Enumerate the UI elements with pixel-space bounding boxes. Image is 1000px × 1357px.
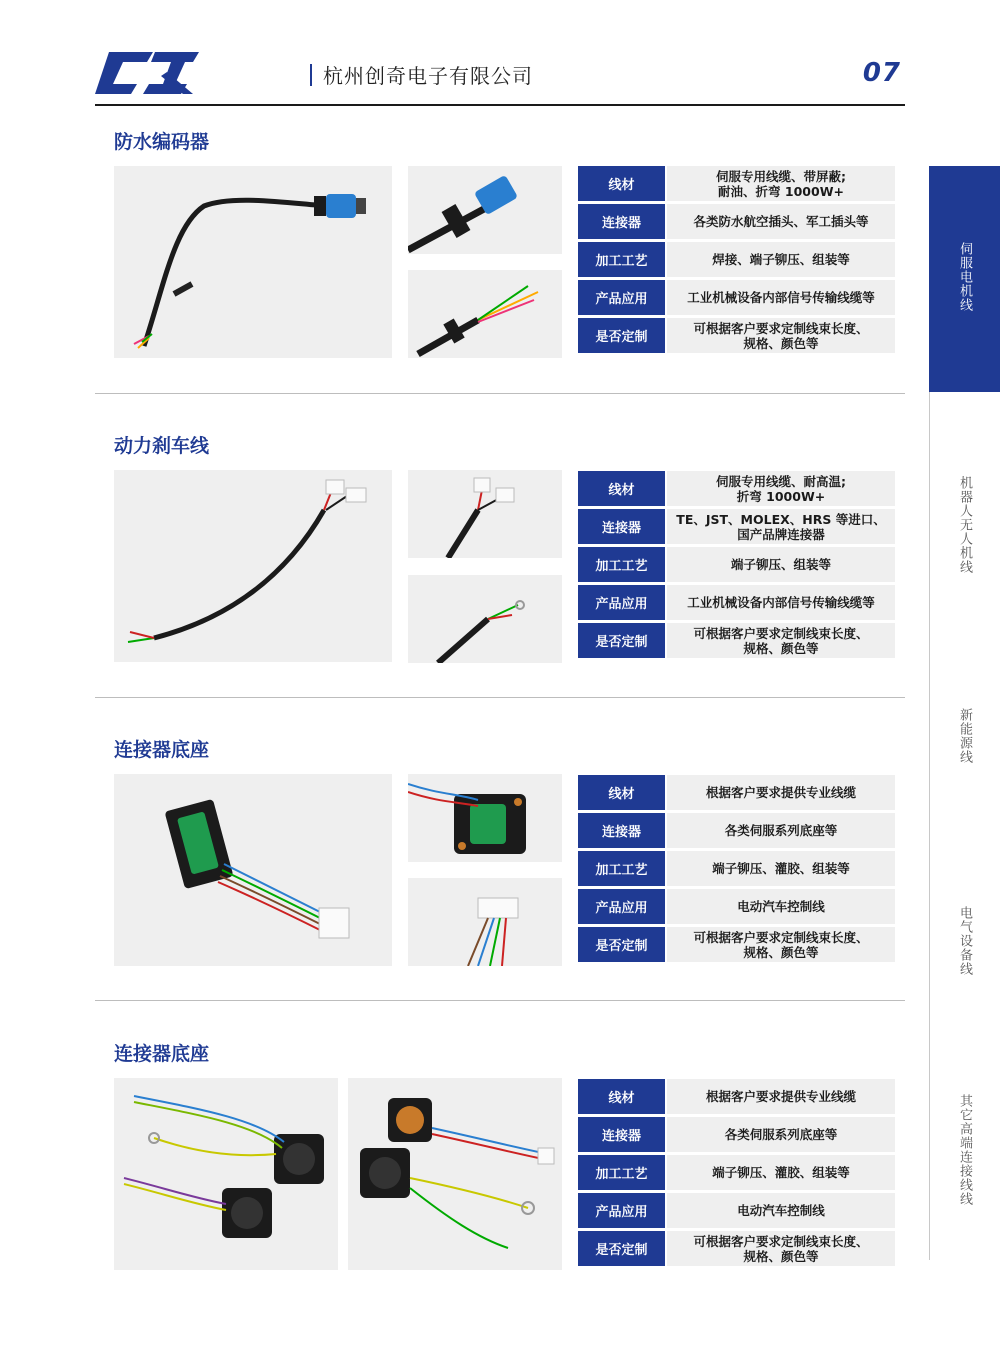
spec-value: 端子铆压、灌胶、组装等	[667, 1155, 895, 1190]
spec-key: 产品应用	[578, 889, 665, 924]
spec-value: 根据客户要求提供专业线缆	[667, 775, 895, 810]
product-photo-socket2-detail	[348, 1078, 562, 1270]
spec-key: 是否定制	[578, 927, 665, 962]
spec-value: 工业机械设备内部信号传输线缆等	[667, 585, 895, 620]
sidenav-item-other-high-end-cable[interactable]	[929, 1094, 1000, 1234]
sidenav-item-label: 电气设备线	[957, 906, 972, 976]
spec-key: 加工工艺	[578, 851, 665, 886]
section-title-3: 连接器底座	[114, 739, 210, 761]
spec-key: 连接器	[578, 509, 665, 544]
spec-row	[578, 813, 895, 848]
company-name: 杭州创奇电子有限公司	[323, 64, 533, 88]
section-separator	[95, 697, 905, 698]
spec-row	[578, 547, 895, 582]
spec-row	[578, 851, 895, 886]
spec-row	[578, 889, 895, 924]
spec-key: 是否定制	[578, 1231, 665, 1266]
product-photo-brake-detail-2	[408, 575, 562, 663]
spec-value: 工业机械设备内部信号传输线缆等	[667, 280, 895, 315]
spec-value: 可根据客户要求定制线束长度、 规格、颜色等	[667, 927, 895, 962]
spec-value: 可根据客户要求定制线束长度、 规格、颜色等	[667, 318, 895, 353]
spec-key: 线材	[578, 471, 665, 506]
spec-key: 连接器	[578, 204, 665, 239]
spec-value: 焊接、端子铆压、组装等	[667, 242, 895, 277]
spec-key: 是否定制	[578, 318, 665, 353]
company-logo-icon	[95, 46, 205, 100]
spec-row	[578, 318, 895, 353]
spec-row	[578, 280, 895, 315]
spec-table-1	[578, 166, 895, 356]
spec-value: 可根据客户要求定制线束长度、 规格、颜色等	[667, 623, 895, 658]
sidenav-item-label: 新能源线	[957, 708, 972, 764]
product-photo-brake-main	[114, 470, 392, 662]
category-sidenav	[929, 166, 1000, 1260]
spec-key: 产品应用	[578, 1193, 665, 1228]
spec-key: 是否定制	[578, 623, 665, 658]
section-separator	[95, 1000, 905, 1001]
spec-row	[578, 1117, 895, 1152]
page-number: 07	[862, 58, 901, 88]
spec-table-2	[578, 471, 895, 661]
product-photo-socket-detail-2	[408, 878, 562, 966]
spec-row	[578, 471, 895, 506]
page-header	[95, 40, 905, 106]
spec-value: 伺服专用线缆、带屏蔽; 耐油、折弯 1000W+	[667, 166, 895, 201]
sidenav-item-label: 机器人无人机线	[957, 476, 972, 574]
product-photo-socket2-main	[114, 1078, 338, 1270]
sidenav-item-new-energy-cable[interactable]	[929, 708, 1000, 788]
spec-key: 线材	[578, 775, 665, 810]
section-title-4: 连接器底座	[114, 1043, 210, 1065]
spec-key: 加工工艺	[578, 547, 665, 582]
spec-value: 根据客户要求提供专业线缆	[667, 1079, 895, 1114]
spec-row	[578, 1155, 895, 1190]
product-photo-brake-detail-1	[408, 470, 562, 558]
spec-row	[578, 1193, 895, 1228]
spec-row	[578, 1079, 895, 1114]
spec-row	[578, 509, 895, 544]
spec-value: 电动汽车控制线	[667, 1193, 895, 1228]
spec-value: 伺服专用线缆、耐高温; 折弯 1000W+	[667, 471, 895, 506]
spec-key: 加工工艺	[578, 242, 665, 277]
spec-value: 端子铆压、组装等	[667, 547, 895, 582]
header-divider	[310, 64, 312, 86]
spec-key: 线材	[578, 166, 665, 201]
spec-key: 产品应用	[578, 585, 665, 620]
sidenav-item-label: 伺服电机线	[957, 242, 972, 312]
sidenav-item-electrical-equipment-cable[interactable]	[929, 906, 1000, 1006]
spec-table-4	[578, 1079, 895, 1269]
product-photo-encoder-detail-1	[408, 166, 562, 254]
spec-table-3	[578, 775, 895, 965]
sidenav-item-robot-drone-cable[interactable]	[929, 476, 1000, 616]
product-photo-encoder-main	[114, 166, 392, 358]
spec-value: 电动汽车控制线	[667, 889, 895, 924]
spec-value: 各类防水航空插头、军工插头等	[667, 204, 895, 239]
spec-row	[578, 623, 895, 658]
spec-key: 连接器	[578, 813, 665, 848]
spec-key: 线材	[578, 1079, 665, 1114]
spec-value: TE、JST、MOLEX、HRS 等进口、 国产品牌连接器	[667, 509, 895, 544]
sidenav-item-servo-motor-cable[interactable]	[929, 166, 1000, 392]
spec-row	[578, 585, 895, 620]
spec-value: 各类伺服系列底座等	[667, 813, 895, 848]
product-photo-encoder-detail-2	[408, 270, 562, 358]
spec-row	[578, 204, 895, 239]
section-title-1: 防水编码器	[114, 131, 210, 153]
spec-row	[578, 775, 895, 810]
spec-row	[578, 1231, 895, 1266]
spec-row	[578, 242, 895, 277]
spec-key: 加工工艺	[578, 1155, 665, 1190]
spec-row	[578, 166, 895, 201]
section-title-2: 动力刹车线	[114, 435, 210, 457]
spec-row	[578, 927, 895, 962]
product-photo-socket-main	[114, 774, 392, 966]
spec-value: 端子铆压、灌胶、组装等	[667, 851, 895, 886]
spec-key: 连接器	[578, 1117, 665, 1152]
sidenav-item-label: 其它高端连接线线	[957, 1094, 972, 1206]
spec-value: 各类伺服系列底座等	[667, 1117, 895, 1152]
product-photo-socket-detail-1	[408, 774, 562, 862]
spec-value: 可根据客户要求定制线束长度、 规格、颜色等	[667, 1231, 895, 1266]
section-separator	[95, 393, 905, 394]
spec-key: 产品应用	[578, 280, 665, 315]
